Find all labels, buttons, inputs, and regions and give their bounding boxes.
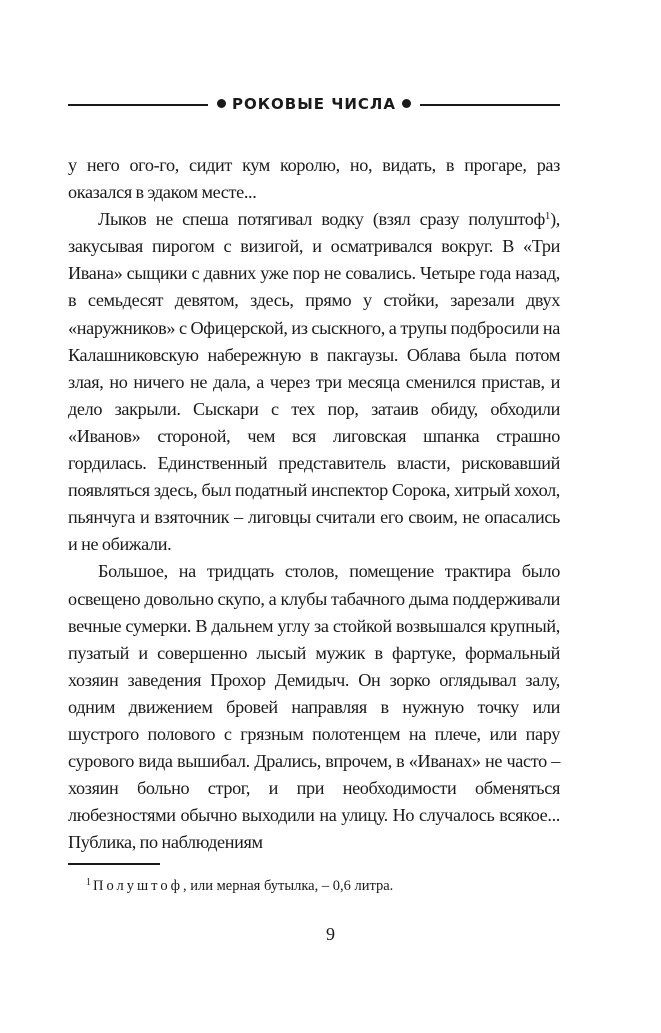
footnote bbox=[86, 876, 556, 896]
footnote-text: , или мерная бутылка, – 0,6 литра. bbox=[182, 878, 394, 894]
footnote-separator bbox=[68, 863, 160, 865]
paragraph-2: Лыков не спеша потягивал водку (взял сразу полуштоф$^1$), закусывая пирогом с визигой, и осматривался вокруг. В «Три Ивана» сыщики с давних уже пор не совались. Четыре года назад, в семьдесят девятом, здесь, прямо у стойки, зарезали двух «наружников» с Офицерской, из сыскного, а трупы подбросили на Калашниковскую набережную в пакгаузы. Облава была потом злая, но ничего не дала, а через три месяца сменился пристав, и дело закрыли. Сыскари с тех пор, затаив обиду, обходили «Иванов» стороной, чем вся лиговская шпанка страшно гордилась. Единственный представитель власти, рисковавший появляться здесь, был податный инспектор Сорока, хитрый хохол, пьянчуга и взяточник – лиговцы считали его своим, не опасались и не обижали. bbox=[68, 209, 560, 555]
body-text bbox=[68, 152, 560, 856]
footnote-marker: 1 bbox=[86, 877, 91, 888]
page-number: 9 bbox=[326, 924, 335, 944]
header-bullet-right bbox=[402, 99, 411, 108]
footnote-reference[interactable]: 1 bbox=[544, 210, 551, 223]
header-rule-right bbox=[420, 104, 560, 106]
running-header-title: РОКОВЫЕ ЧИСЛА bbox=[232, 95, 396, 113]
paragraph-1: у него ого-го, сидит кум королю, но, видать, в прогаре, раз оказался в эдаком месте... bbox=[68, 155, 560, 203]
paragraph-3: Большое, на тридцать столов, помещение трактира было освещено довольно скупо, а клубы табачного дыма поддерживали вечные сумерки. В дальнем углу за стойкой возвышался крупный, пузатый и совершенно лысый мужик в фартуке, формальный хозяин заведения Прохор Демидыч. Он зорко оглядывал залу, одним движением бровей направляя в нужную точку или шустрого полового с грязным полотенцем на плече, или пару сурового вида вышибал. Дрались, впрочем, в «Иванах» не часто – хозяин больно строг, и при необходимости обменяться любезностями обычно выходили на улицу. Но случалось всякое... Публика, по наблюдениям bbox=[68, 561, 560, 853]
running-header bbox=[68, 94, 560, 114]
footnote-term: Полуштоф bbox=[93, 878, 183, 894]
